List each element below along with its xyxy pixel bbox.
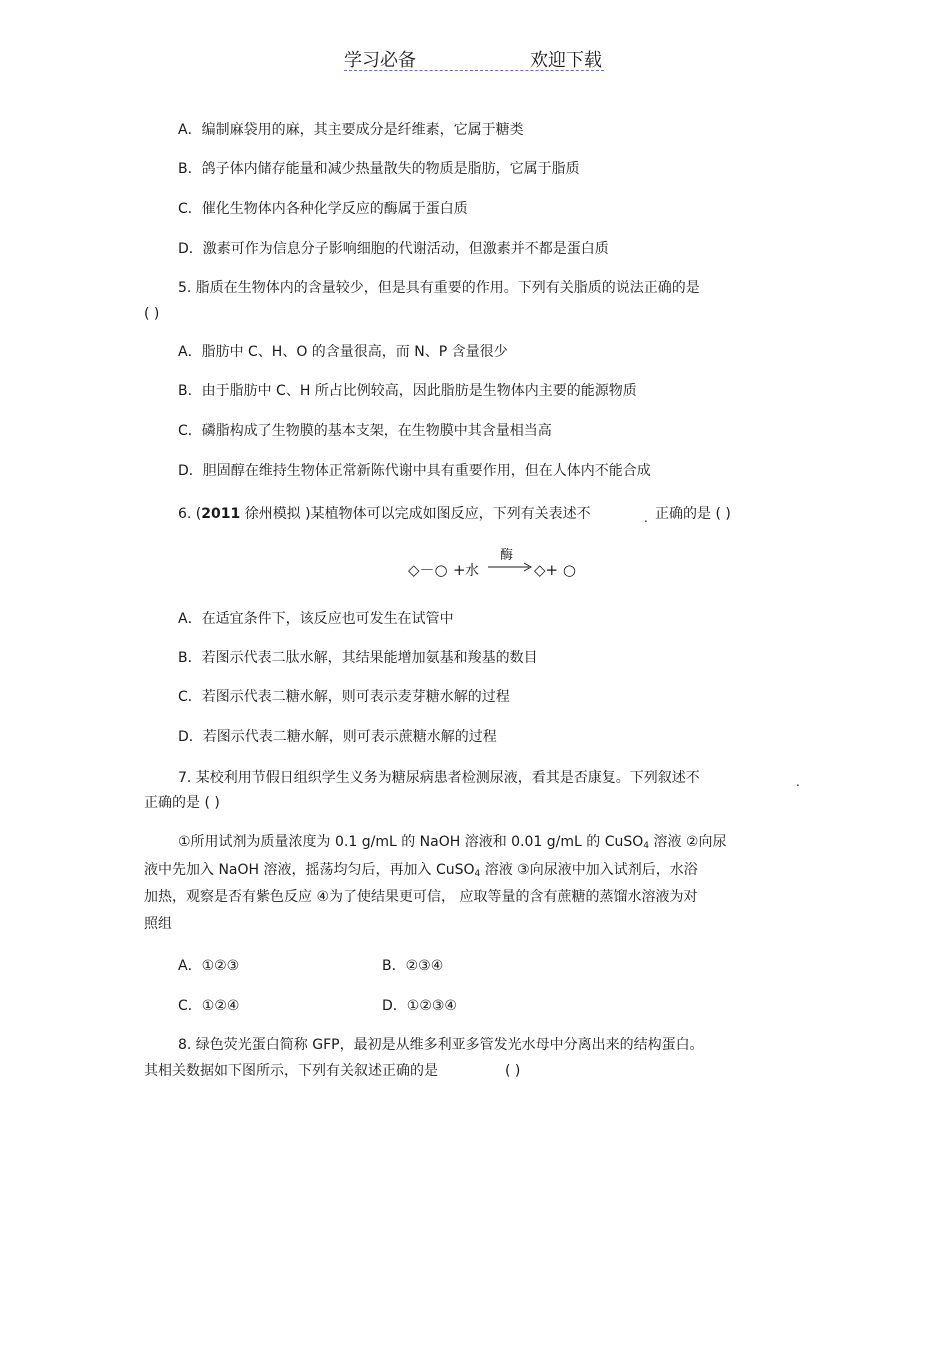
q6-option-b: B．若图示代表二肽水解，其结果能增加氨基和羧基的数目 (178, 650, 538, 666)
subscript: 4 (474, 869, 481, 879)
header-dashed-underline (344, 70, 604, 71)
q7-statement-line-1 (178, 833, 726, 855)
q7-stem-tail: 正确的是 ( ) (144, 795, 220, 811)
q5-option-b: B．由于脂肪中 C、H 所占比例较高，因此脂肪是生物体内主要的能源物质 (178, 383, 637, 399)
enzyme-label: 酶 (500, 548, 514, 563)
water-label: 水 (465, 563, 479, 579)
q7-statement-line-4: 照组 (144, 916, 172, 932)
q4-option-b: B．鸽子体内储存能量和减少热量散失的物质是脂肪，它属于脂质 (178, 161, 580, 177)
q7-statement-text: 溶液 ②向尿 (649, 834, 727, 850)
q7-statement-line-3: 加热，观察是否有紫色反应 ④为了使结果更可信， 应取等量的含有蔗糖的蒸馏水溶液为对 (144, 889, 698, 905)
q4-option-c: C．催化生物体内各种化学反应的酶属于蛋白质 (178, 201, 468, 217)
emphasis-dot: . (796, 775, 800, 789)
q5-option-a: A．脂肪中 C、H、O 的含量很高，而 N、P 含量很少 (178, 344, 508, 360)
reactant-dimer: ◇－○ (408, 561, 448, 579)
q8-answer-paren: ( ) (505, 1063, 521, 1079)
reaction-equation (408, 548, 598, 584)
q6-option-c: C．若图示代表二糖水解，则可表示麦芽糖水解的过程 (178, 689, 510, 705)
header-left: 学习必备 (344, 50, 416, 71)
page-header (344, 46, 604, 72)
q7-statement-text: 液中先加入 NaOH 溶液，摇荡均匀后，再加入 CuSO (144, 862, 475, 878)
q6-option-a: A．在适宜条件下，该反应也可发生在试管中 (178, 611, 454, 627)
q7-option-b: B．②③④ (382, 958, 444, 974)
q5-stem: 5. 脂质在生物体内的含量较少，但是具有重要的作用。下列有关脂质的说法正确的是 (178, 280, 700, 296)
q7-option-a: A．①②③ (178, 958, 240, 974)
q6-stem-tail: 正确的是 ( ) (655, 506, 731, 522)
q5-option-c: C．磷脂构成了生物膜的基本支架，在生物膜中其含量相当高 (178, 423, 552, 439)
q5-option-d: D．胆固醇在维持生物体正常新陈代谢中具有重要作用，但在人体内不能合成 (178, 463, 651, 479)
products: ◇+ ○ (534, 561, 576, 579)
q6-number: 6. ( (178, 506, 202, 522)
q8-stem-line-2: 其相关数据如下图所示，下列有关叙述正确的是 (144, 1063, 438, 1079)
q7-option-c: C．①②④ (178, 998, 240, 1014)
q7-option-d: D．①②③④ (382, 998, 457, 1014)
header-right: 欢迎下载 (530, 50, 602, 71)
q6-source: 徐州模拟 )某植物体可以完成如图反应，下列有关表述不 (240, 506, 591, 522)
q6-stem (178, 505, 591, 523)
reaction-arrow (488, 560, 532, 574)
plus-sign: + (453, 561, 466, 579)
subscript: 4 (643, 841, 650, 851)
q4-option-d: D．激素可作为信息分子影响细胞的代谢活动，但激素并不都是蛋白质 (178, 241, 609, 257)
q4-option-a: A．编制麻袋用的麻，其主要成分是纤维素，它属于糖类 (178, 122, 524, 138)
emphasis-dot: . (644, 511, 648, 525)
q6-year: 2011 (201, 506, 241, 522)
q7-statement-text: ①所用试剂为质量浓度为 0.1 g/mL 的 NaOH 溶液和 0.01 g/mL 的 CuSO (178, 834, 644, 850)
q6-option-d: D．若图示代表二糖水解，则可表示蔗糖水解的过程 (178, 729, 497, 745)
q5-answer-paren: ( ) (144, 306, 160, 322)
q7-statement-line-2 (144, 861, 698, 883)
q7-stem: 7. 某校利用节假日组织学生义务为糖尿病患者检测尿液，看其是否康复。下列叙述不 (178, 770, 700, 786)
q8-stem: 8. 绿色荧光蛋白简称 GFP，最初是从维多利亚多管发光水母中分离出来的结构蛋白。 (178, 1037, 704, 1053)
q7-statement-text: 溶液 ③向尿液中加入试剂后，水浴 (480, 862, 698, 878)
